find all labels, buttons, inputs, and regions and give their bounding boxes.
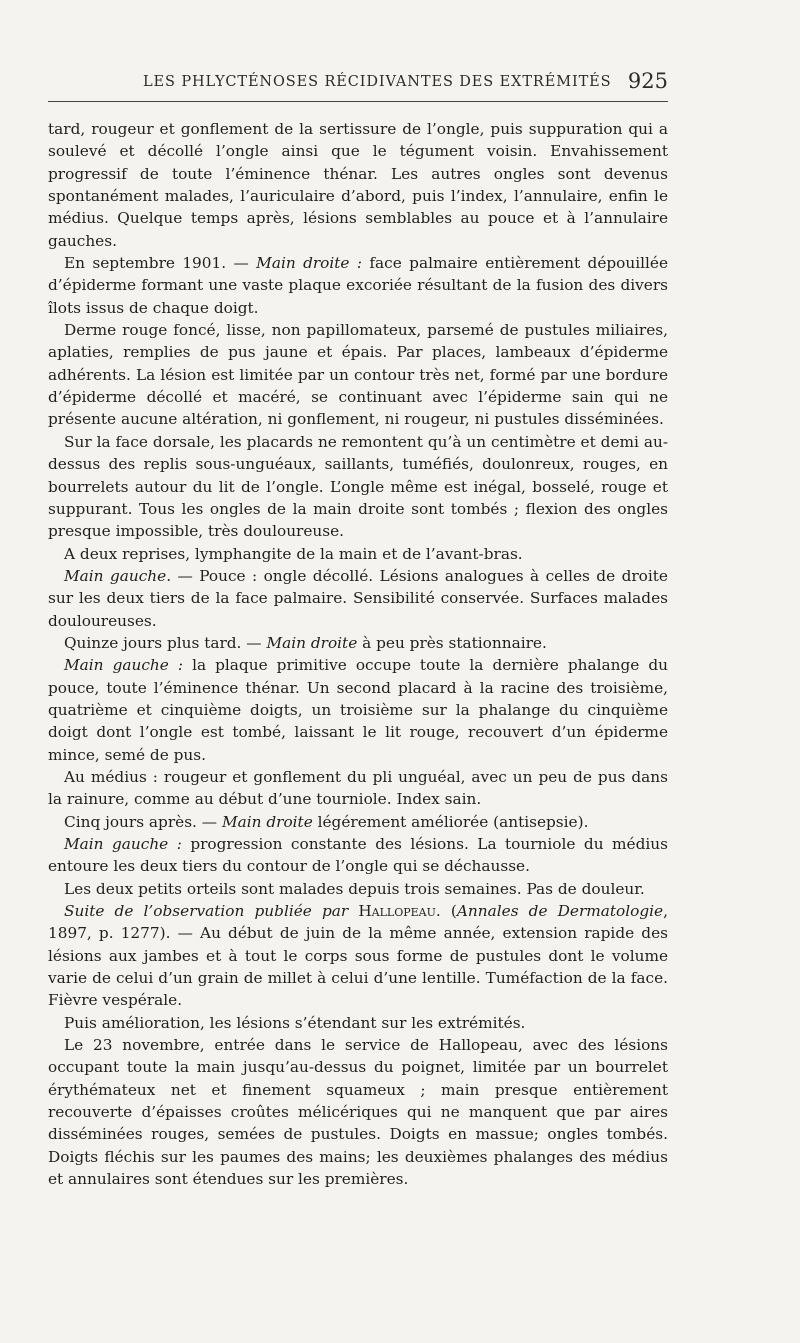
- running-head: [48, 69, 668, 98]
- paragraph-15: [48, 1034, 668, 1190]
- paragraph-11-text: progression constante des lésions. La tourniole du médius entoure les deux tiers du contour de l’ongle qui se déchausse.: [48, 835, 668, 876]
- paragraph-7-lead: Quinze jours plus tard. —: [64, 633, 267, 652]
- paragraph-13-author: Hallopeau: [358, 902, 436, 921]
- paragraph-2-lead: En septembre 1901. —: [64, 254, 257, 273]
- paragraph-8-italic: Main gauche :: [64, 656, 184, 675]
- paragraph-3: [48, 319, 668, 431]
- paragraph-10-italic: Main droite: [221, 812, 313, 831]
- paragraph-13-text: . (: [435, 902, 457, 921]
- paragraph-6: [48, 565, 668, 632]
- paragraph-6-text: — Pouce : ongle décollé. Lésions analogues à celles de droite sur les deux tiers de la face palmaire. Sensibilité conservée. Surfaces malades douloureuses.: [48, 566, 668, 630]
- paragraph-3-text: Derme rouge foncé, lisse, non papillomateux, parsemé de pustules miliaires, aplaties, remplies de pus jaune et épais. Par places, lambeaux d’épiderme adhérents. La lésion est limitée par un contour très net, formé par une bordure d’épiderme décollé et macéré, se continuant avec l’épiderme sain qui ne présente aucune altération, ni gonflement, ni rougeur, ni pustules disséminées.: [48, 321, 668, 429]
- paragraph-8-text: la plaque primitive occupe toute la dernière phalange du pouce, toute l’éminence thénar. Un second placard à la racine des troisième, quatrième et cinquième doigts, un troisième sur la phalange du cinquième doigt dont l’ongle est tombé, laissant le lit rouge, recouvert d’un épiderme mince, semé de pus.: [48, 656, 668, 764]
- paragraph-14-text: Puis amélioration, les lésions s’étendant sur les extrémités.: [64, 1013, 526, 1032]
- paragraph-11-italic: Main gauche :: [64, 835, 182, 853]
- paragraph-1: [48, 118, 668, 252]
- running-title: LES PHLYCTÉNOSES RÉCIDIVANTES DES EXTRÉMITÉS: [143, 74, 612, 90]
- paragraph-8: [48, 654, 668, 766]
- paragraph-12: [48, 878, 668, 900]
- paragraph-4-text: Sur la face dorsale, les placards ne remontent qu’à un centimètre et demi au-dessus des replis sous-unguéaux, saillants, tuméfiés, doulonreux, rouges, en bourrelets autour du lit de l’ongle. L’ongle même est inégal, bosselé, rouge et suppurant. Tous les ongles de la main droite sont tombés ; flexion des ongles presque impossible, très douloureuse.: [48, 432, 668, 541]
- body-text: [48, 118, 668, 1191]
- paragraph-1-text: tard, rougeur et gonflement de la sertissure de l’ongle, puis suppuration qui a soulevé et décollé l’ongle ainsi que le tégument voisin. Envahissement progressif de toute l’éminence thénar. Les autres ongles sont devenus spontanément malades, l’auriculaire d’abord, puis l’index, l’annulaire, enfin le médius. Quelque temps après, lésions semblables au pouce et à l’annulaire gauches.: [48, 120, 668, 250]
- paragraph-13: [48, 900, 668, 1012]
- page-number: 925: [627, 69, 668, 93]
- paragraph-15-text: Le 23 novembre, entrée dans le service de Hallopeau, avec des lésions occupant toute la main jusqu’au-dessus du poignet, limitée par un bourrelet érythémateux net et finement squameux ; main presque entièrement recouverte d’épaisses croûtes mélicériques qui ne manquent que par aires disséminées rouges, semées de pustules. Doigts en massue; ongles tombés. Doigts fléchis sur les paumes des mains; les deuxièmes phalanges des médius et annulaires sont étendues sur les premières.: [48, 1036, 668, 1189]
- paragraph-10-lead: Cinq jours après. —: [64, 812, 222, 831]
- paragraph-9: [48, 766, 668, 811]
- paragraph-14: [48, 1012, 668, 1034]
- paragraph-4: [48, 431, 668, 543]
- paragraph-10: [48, 811, 668, 833]
- paragraph-9-text: Au médius : rougeur et gonflement du pli unguéal, avec un peu de pus dans la rainure, comme au début d’une tourniole. Index sain.: [48, 767, 668, 809]
- header-rule: [48, 101, 668, 102]
- paragraph-7-text: à peu près stationnaire.: [357, 633, 547, 652]
- paragraph-12-text: Les deux petits orteils sont malades depuis trois semaines. Pas de douleur.: [64, 879, 645, 898]
- paragraph-5: [48, 543, 668, 565]
- paragraph-6-italic: Main gauche.: [64, 566, 172, 585]
- paragraph-10-text: légérement améliorée (antisepsie).: [312, 812, 589, 831]
- paragraph-13-italic: Suite de l’observation publiée par: [64, 902, 349, 921]
- paragraph-2-text: face palmaire entièrement dépouillée d’épiderme formant une vaste plaque excoriée résultant de la fusion des divers îlots issus de chaque doigt.: [48, 254, 669, 317]
- paragraph-11: [48, 833, 668, 878]
- paragraph-2-italic: Main droite :: [256, 254, 363, 273]
- paragraph-7-italic: Main droite: [266, 633, 358, 652]
- paragraph-13-journal: Annales de Dermatologie: [456, 902, 664, 921]
- paragraph-2: [48, 252, 668, 319]
- paragraph-7: [48, 632, 668, 654]
- paragraph-5-text: A deux reprises, lymphangite de la main et de l’avant-bras.: [64, 544, 523, 563]
- paragraph-13-text-2: , 1897, p. 1277). — Au début de juin de la même année, extension rapide des lésions aux jambes et à tout le corps sous forme de pustules dont le volume varie de celui d’un grain de millet à celui d’une lentille. Tuméfaction de la face. Fièvre vespérale.: [48, 902, 668, 1010]
